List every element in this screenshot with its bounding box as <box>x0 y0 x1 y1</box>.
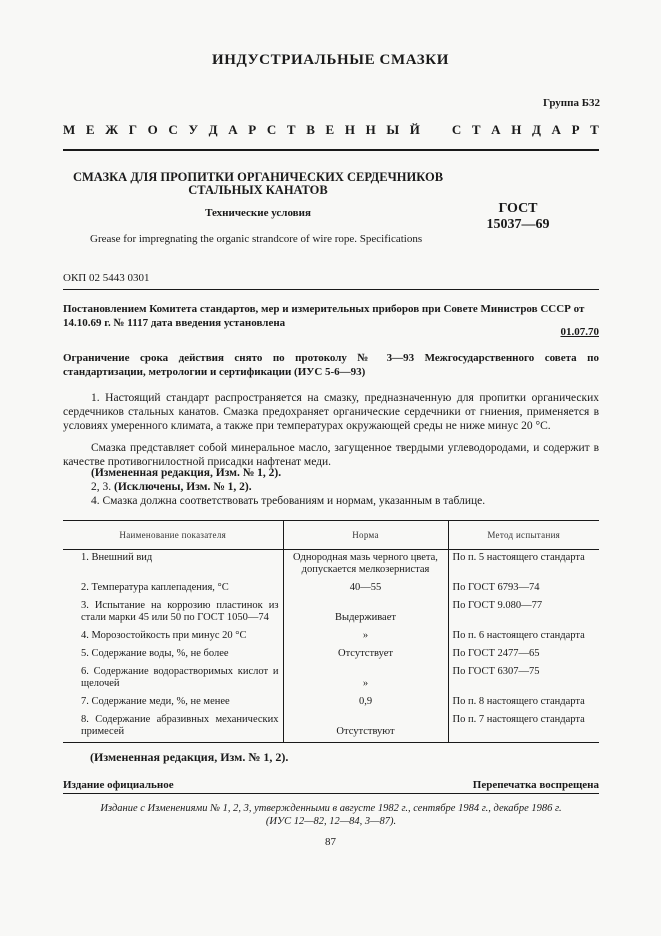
table-row <box>63 664 599 694</box>
official-edition-label: Издание официальное <box>63 779 174 791</box>
revision-note: (Измененная редакция, Изм. № 1, 2). <box>91 467 282 479</box>
banner-letter: М <box>63 122 76 137</box>
indicator-name: 4. Морозостойкость при минус 20 °С <box>81 630 247 641</box>
effective-date: 01.07.70 <box>560 326 599 338</box>
banner-letter: Н <box>511 122 522 137</box>
banner-letter: Р <box>571 122 580 137</box>
gost-number: 15037—69 <box>486 217 550 232</box>
gost-designation <box>478 201 558 233</box>
banner-letter: А <box>228 122 238 137</box>
table-row <box>63 646 599 664</box>
indicator-name: 8. Содержание абразивных механических примесей <box>81 714 279 737</box>
indicator-name: 7. Содержание меди, %, не менее <box>81 696 230 707</box>
column-header-method: Метод испытания <box>448 521 599 550</box>
divider-top <box>63 149 599 151</box>
norm-value: 0,9 <box>283 694 448 712</box>
section-title: ИНДУСТРИАЛЬНЫЕ СМАЗКИ <box>211 52 450 68</box>
banner-letter: С <box>266 122 277 137</box>
column-header-indicator: Наименование показателя <box>63 521 283 550</box>
test-method: По ГОСТ 2477—65 <box>448 646 599 664</box>
table-row <box>63 694 599 712</box>
banner-letter: Д <box>208 122 218 137</box>
norm-value: » <box>283 628 448 646</box>
column-header-norm: Норма <box>283 521 448 550</box>
norm-value: » <box>283 664 448 694</box>
paragraph-composition: Смазка представляет собой минеральное масло, загущенное твердыми углеводородами, и содержит в качестве противогнилостной присадки нафтенат меди. <box>63 442 599 468</box>
norm-value: 40—55 <box>283 580 448 598</box>
excluded-prefix: 2, 3. <box>91 481 114 493</box>
norm-value: Отсутствуют <box>283 712 448 743</box>
indicator-name: 1. Внешний вид <box>81 552 153 563</box>
banner-letter: Е <box>85 122 95 137</box>
banner-letter: Н <box>344 122 355 137</box>
test-method: По п. 7 настоящего стандарта <box>448 712 599 743</box>
banner-letter: Т <box>471 122 481 137</box>
banner-letter: Д <box>531 122 541 137</box>
test-method: По п. 5 настоящего стандарта <box>448 550 599 581</box>
paragraph-requirements: 4. Смазка должна соответствовать требованиям и нормам, указанным в таблице. <box>91 495 486 507</box>
banner-letter: Ы <box>386 122 400 137</box>
paragraph-scope: 1. Настоящий стандарт распространяется на смазку, предназначенную для пропитки органических сердечников стальных канатов. Смазка предохраняет органические сердечники от гниения, применяется в условиях умеренного климата, а также при температурах окружающей среды не ниже минус 20 °С. <box>63 392 599 432</box>
divider-middle <box>63 289 599 290</box>
excluded-note <box>91 481 252 493</box>
banner-letter: В <box>306 122 315 137</box>
banner-letter: Т <box>286 122 296 137</box>
standard-banner <box>63 122 599 138</box>
limitation-note: Ограничение срока действия снято по протоколу № 3—93 Межгосударственного совета по стандартизации, метрологии и сертификации (ИУС 5-6—93) <box>63 352 599 378</box>
table-row <box>63 580 599 598</box>
specification-table <box>63 520 599 743</box>
edition-line: (ИУС 12—82, 12—84, 3—87). <box>265 816 397 827</box>
indicator-name: 6. Содержание водорастворимых кислот и щелочей <box>81 666 279 689</box>
table-row <box>63 550 599 581</box>
norm-value: Выдерживает <box>283 598 448 628</box>
banner-letter: Н <box>365 122 376 137</box>
english-title: Grease for impregnating the organic strandcore of wire rope. Specifications <box>90 233 423 245</box>
norm-value: Однородная мазь черного цвета, допускается мелкозернистая <box>283 550 448 581</box>
test-method: По ГОСТ 6307—75 <box>448 664 599 694</box>
banner-letter: Г <box>128 122 138 137</box>
page-number: 87 <box>325 836 336 848</box>
banner-letter: О <box>147 122 158 137</box>
document-title: СМАЗКА ДЛЯ ПРОПИТКИ ОРГАНИЧЕСКИХ СЕРДЕЧНИКОВ СТАЛЬНЫХ КАНАТОВ <box>72 170 444 197</box>
indicator-name: 5. Содержание воды, %, не более <box>81 648 229 659</box>
gost-label: ГОСТ <box>498 201 538 216</box>
banner-letter: Ж <box>105 122 119 137</box>
test-method: По ГОСТ 6793—74 <box>448 580 599 598</box>
group-code: Группа Б32 <box>543 97 600 109</box>
norm-value: Отсутствует <box>283 646 448 664</box>
banner-letter: У <box>188 122 198 137</box>
excluded-text: (Исключены, Изм. № 1, 2). <box>114 481 252 493</box>
banner-letter: Е <box>325 122 335 137</box>
revision-note-table: (Измененная редакция, Изм. № 1, 2). <box>90 750 289 764</box>
reprint-prohibited-label: Перепечатка воспрещена <box>472 779 599 791</box>
test-method: По ГОСТ 9.080—77 <box>448 598 599 628</box>
okp-code: ОКП 02 5443 0301 <box>63 272 150 284</box>
banner-letter: Т <box>590 122 599 137</box>
indicator-name: 3. Испытание на коррозию пластинок из стали марки 45 или 50 по ГОСТ 1050—74 <box>81 600 279 623</box>
document-subtitle: Технические условия <box>205 207 311 219</box>
banner-letter: Й <box>409 122 420 137</box>
table-row <box>63 712 599 743</box>
banner-letter: А <box>551 122 561 137</box>
edition-note <box>63 802 599 828</box>
indicator-name: 2. Температура каплепадения, °С <box>81 582 229 593</box>
banner-letter: С <box>451 122 462 137</box>
test-method: По п. 6 настоящего стандарта <box>448 628 599 646</box>
test-method: По п. 8 настоящего стандарта <box>448 694 599 712</box>
banner-letter: А <box>491 122 501 137</box>
banner-letter: Р <box>248 122 257 137</box>
divider-bottom <box>63 793 599 794</box>
banner-letter: С <box>168 122 178 137</box>
table-header-row <box>63 521 599 550</box>
table-row <box>63 598 599 628</box>
decree-text: Постановлением Комитета стандартов, мер и измерительных приборов при Совете Министров СССР от 14.10.69 г. № 1117 дата введения установлена <box>63 303 585 329</box>
edition-line: Издание с Изменениями № 1, 2, 3, утвержденными в августе 1982 г., сентябре 1984 г., декабре 1986 г. <box>100 803 562 814</box>
table-row <box>63 628 599 646</box>
